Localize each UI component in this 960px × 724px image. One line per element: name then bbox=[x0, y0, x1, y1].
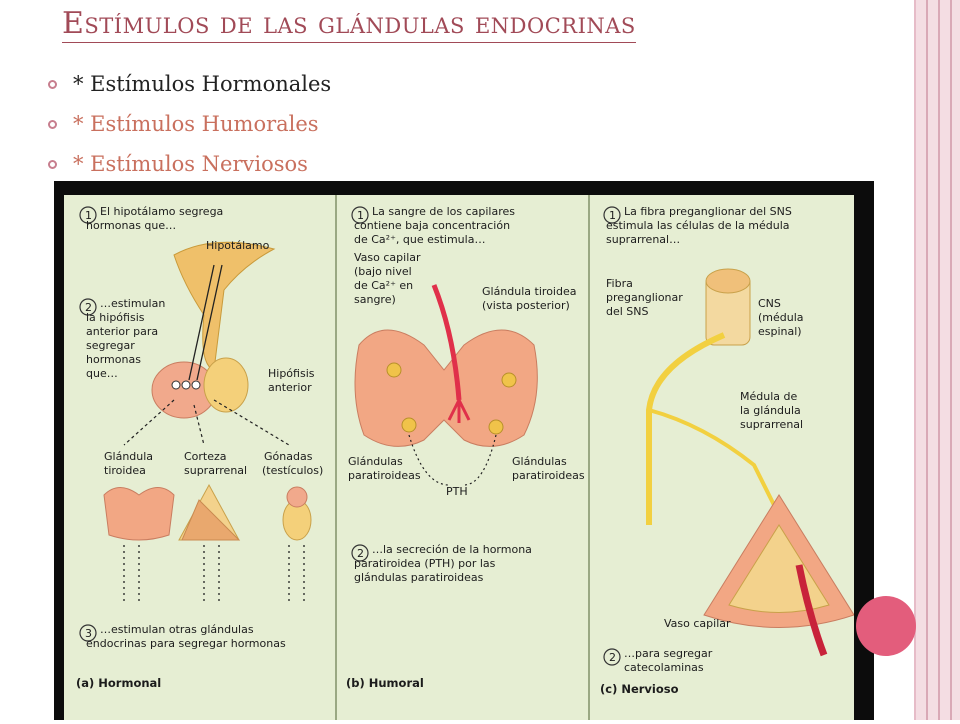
panel-humoral bbox=[346, 205, 585, 690]
endocrine-figure bbox=[54, 181, 874, 720]
cortex-label: suprarrenal bbox=[184, 464, 248, 477]
hormonal-step1-line: El hipotálamo segrega bbox=[100, 205, 224, 218]
hormonal-step1-line: hormonas que… bbox=[86, 219, 177, 232]
parathyroid-right-label: paratiroideas bbox=[512, 469, 585, 482]
parathyroid-right-label: Glándulas bbox=[512, 455, 567, 468]
thyroid-label: Glándula bbox=[104, 450, 154, 463]
neural-capillary-label: Vaso capilar bbox=[664, 617, 731, 630]
cns-label: espinal) bbox=[758, 325, 802, 338]
medulla-label: la glándula bbox=[740, 404, 801, 417]
cns-label: (médula bbox=[758, 311, 804, 324]
pituitary-label: Hipófisis bbox=[268, 367, 315, 380]
humoral-step1-line: de Ca²⁺, que estimula… bbox=[354, 233, 486, 246]
svg-text:1: 1 bbox=[85, 209, 92, 222]
parathyroid-left-label: paratiroideas bbox=[348, 469, 421, 482]
svg-text:1: 1 bbox=[609, 209, 616, 222]
fiber-label: del SNS bbox=[606, 305, 649, 318]
hypothalamus-label: Hipotálamo bbox=[206, 239, 270, 252]
bullet-dot-icon bbox=[48, 120, 57, 129]
gonads-label: (testículos) bbox=[262, 464, 324, 477]
bullet-list bbox=[48, 64, 331, 184]
panel-neural bbox=[600, 205, 854, 696]
cortex-label: Corteza bbox=[184, 450, 227, 463]
bullet-item bbox=[48, 64, 331, 104]
bullet-item bbox=[48, 144, 331, 184]
figure-panels bbox=[64, 195, 854, 720]
svg-text:2: 2 bbox=[85, 301, 92, 314]
bullet-text: * Estímulos Hormonales bbox=[73, 72, 332, 96]
decorative-right-band bbox=[914, 0, 960, 720]
svg-text:1: 1 bbox=[357, 209, 364, 222]
capillary-label: de Ca²⁺ en bbox=[354, 279, 414, 292]
humoral-step2-line: …la secreción de la hormona bbox=[372, 543, 532, 556]
neural-step2-line: catecolaminas bbox=[624, 661, 704, 674]
capillary-label: sangre) bbox=[354, 293, 396, 306]
humoral-thyroid-label: Glándula tiroidea bbox=[482, 285, 577, 298]
humoral-step2-line: paratiroidea (PTH) por las bbox=[354, 557, 496, 570]
svg-text:2: 2 bbox=[357, 547, 364, 560]
bullet-text: * Estímulos Humorales bbox=[73, 112, 319, 136]
svg-text:3: 3 bbox=[85, 627, 92, 640]
slide-title bbox=[62, 6, 636, 41]
humoral-step2-line: glándulas paratiroideas bbox=[354, 571, 484, 584]
bullet-dot-icon bbox=[48, 80, 57, 89]
hormonal-step3-line: endocrinas para segregar hormonas bbox=[86, 637, 286, 650]
cns-label: CNS bbox=[758, 297, 781, 310]
bullet-text: * Estímulos Nerviosos bbox=[73, 152, 308, 176]
pituitary-label: anterior bbox=[268, 381, 312, 394]
humoral-step1-line: contiene baja concentración bbox=[354, 219, 511, 232]
hormonal-step2-line: …estimulan bbox=[100, 297, 166, 310]
humoral-caption: (b) Humoral bbox=[346, 676, 424, 690]
thyroid-label: tiroidea bbox=[104, 464, 146, 477]
decorative-circle bbox=[856, 596, 916, 656]
neural-step1-line: suprarrenal… bbox=[606, 233, 681, 246]
hormonal-step2-line: la hipófisis bbox=[86, 311, 145, 324]
fiber-label: Fibra bbox=[606, 277, 633, 290]
medulla-label: Médula de bbox=[740, 390, 798, 403]
humoral-step1-line: La sangre de los capilares bbox=[372, 205, 515, 218]
slide-title-text: Estímulos de las glándulas endocrinas bbox=[62, 6, 636, 41]
fiber-label: preganglionar bbox=[606, 291, 683, 304]
hormonal-step2-line: hormonas bbox=[86, 353, 141, 366]
bullet-dot-icon bbox=[48, 160, 57, 169]
medulla-label: suprarrenal bbox=[740, 418, 804, 431]
neural-step1-line: estimula las células de la médula bbox=[606, 219, 790, 232]
humoral-thyroid-label: (vista posterior) bbox=[482, 299, 570, 312]
figure-svg bbox=[64, 195, 854, 720]
hormonal-caption: (a) Hormonal bbox=[76, 676, 162, 690]
pth-label: PTH bbox=[446, 485, 468, 498]
neural-step1-line: La fibra preganglionar del SNS bbox=[624, 205, 792, 218]
gonads-label: Gónadas bbox=[264, 450, 313, 463]
capillary-label: Vaso capilar bbox=[354, 251, 421, 264]
hormonal-step3-line: …estimulan otras glándulas bbox=[100, 623, 254, 636]
hormonal-step2-line: que… bbox=[86, 367, 118, 380]
capillary-label: (bajo nivel bbox=[354, 265, 412, 278]
hormonal-step2-line: segregar bbox=[86, 339, 135, 352]
neural-caption: (c) Nervioso bbox=[600, 682, 679, 696]
hormonal-step2-line: anterior para bbox=[86, 325, 159, 338]
parathyroid-left-label: Glándulas bbox=[348, 455, 403, 468]
svg-text:2: 2 bbox=[609, 651, 616, 664]
bullet-item bbox=[48, 104, 331, 144]
panel-hormonal bbox=[76, 205, 323, 690]
neural-step2-line: …para segregar bbox=[624, 647, 713, 660]
